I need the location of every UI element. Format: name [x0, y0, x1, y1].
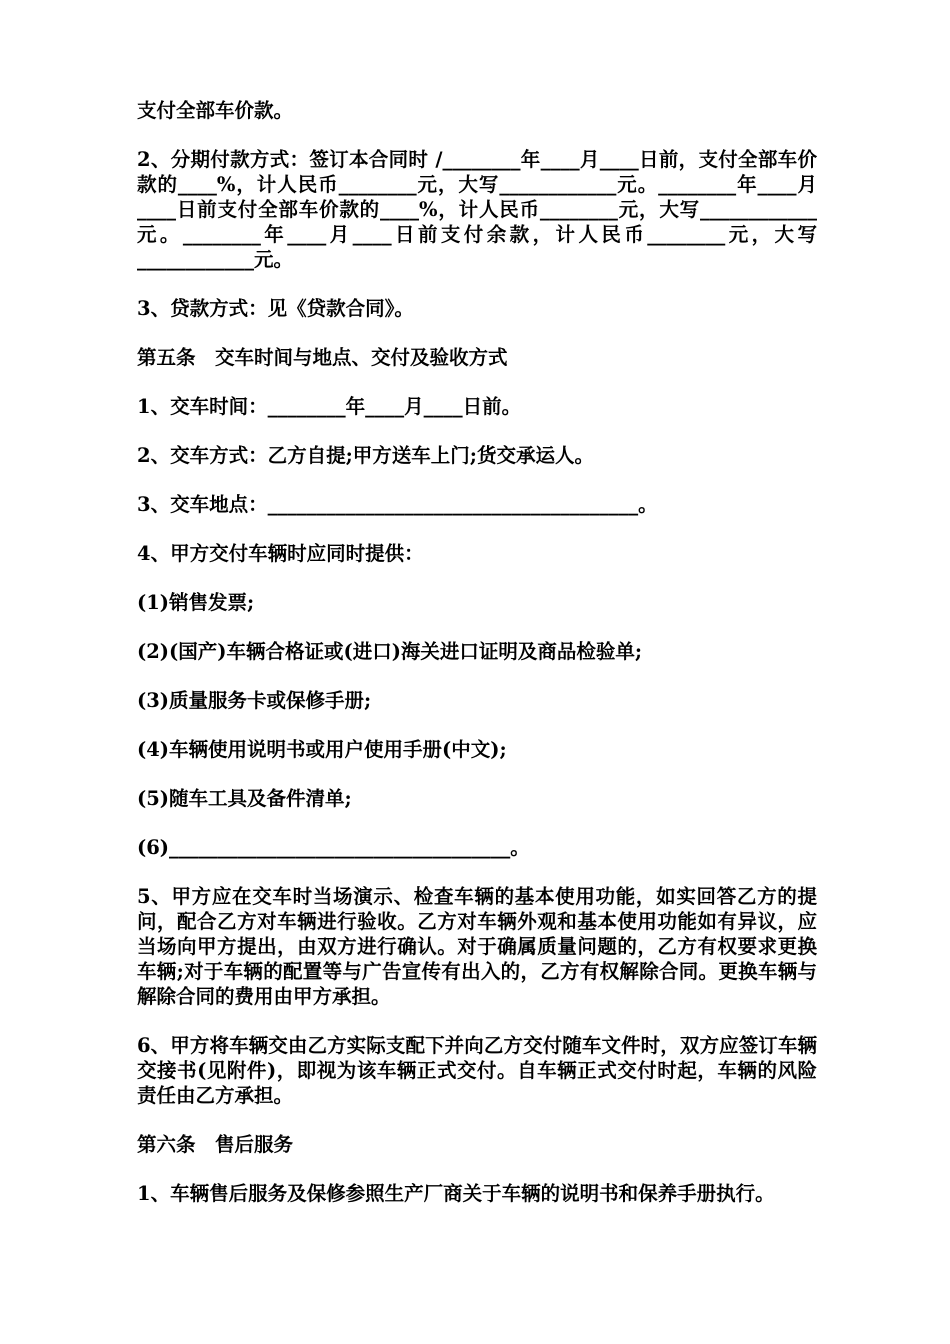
list-item-certificate: (2)(国产)车辆合格证或(进口)海关进口证明及商品检验单;	[137, 640, 643, 663]
list-item-tools-list: (5)随车工具及备件清单;	[137, 787, 352, 810]
list-item-user-manual: (4)车辆使用说明书或用户使用手册(中文);	[137, 738, 507, 761]
list-item-other: (6)___________________________________。	[137, 836, 530, 859]
list-item-service-card: (3)质量服务卡或保修手册;	[137, 689, 372, 712]
paragraph-delivery-location: 3、交车地点：______________________________________。	[137, 493, 658, 516]
paragraph-loan-payment: 3、贷款方式：见《贷款合同》。	[137, 297, 414, 320]
paragraph-documents-required: 4、甲方交付车辆时应同时提供：	[137, 542, 424, 565]
paragraph-after-sales: 1、车辆售后服务及保修参照生产厂商关于车辆的说明书和保养手册执行。	[137, 1182, 775, 1205]
paragraph-inspection: 5、甲方应在交车时当场演示、检查车辆的基本使用功能，如实回答乙方的提问，配合乙方对车辆进行验收。乙方对车辆外观和基本使用功能如有异议，应当场向甲方提出，由双方进行确认。对于确属质量问题的，乙方有权要求更换车辆;对于车辆的配置等与广告宣传有出入的，乙方有权解除合同。更换车辆与解除合同的费用由甲方承担。	[137, 885, 817, 1008]
paragraph-delivery-time: 1、交车时间：________年____月____日前。	[137, 395, 522, 418]
section-heading-article-5: 第五条 交车时间与地点、交付及验收方式	[137, 346, 508, 369]
document-body	[137, 98, 817, 1206]
paragraph-delivery-method: 2、交车方式：乙方自提;甲方送车上门;货交承运人。	[137, 444, 594, 467]
paragraph-handover: 6、甲方将车辆交由乙方实际支配下并向乙方交付随车文件时，双方应签订车辆交接书(见附件)，即视为该车辆正式交付。自车辆正式交付时起，车辆的风险责任由乙方承担。	[137, 1034, 817, 1107]
list-item-sales-invoice: (1)销售发票;	[137, 591, 255, 614]
paragraph-payment-full: 支付全部车价款。	[137, 99, 294, 122]
paragraph-installment-payment: 2、分期付款方式：签订本合同时 /________年____月____日前，支付全部车价款的____%，计人民币________元，大写____________元。________年____月____日前支付全部车价款的____%，计人民币________元，大写____________元。________年____月____日前支付余款，计人民币________元，大写____________元。	[137, 148, 817, 271]
section-heading-article-6: 第六条 售后服务	[137, 1133, 294, 1156]
